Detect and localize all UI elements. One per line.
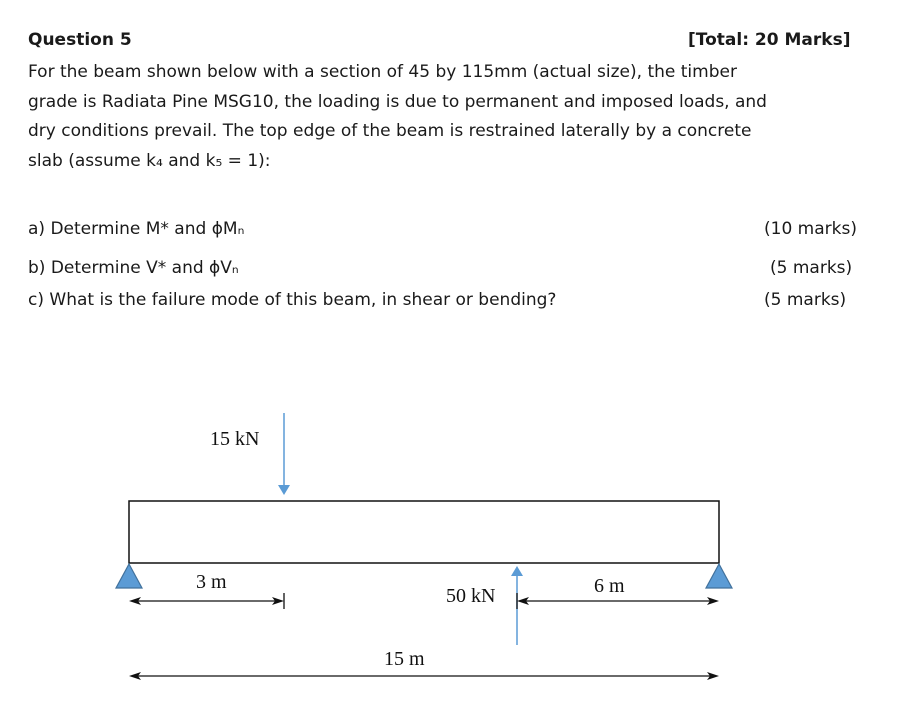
question-line: dry conditions prevail. The top edge of the beam is restrained laterally by a concrete	[28, 121, 752, 141]
total-marks: [Total: 20 Marks]	[688, 30, 851, 50]
part-c-marks: (5 marks)	[764, 290, 847, 310]
part-a-marks: (10 marks)	[764, 219, 857, 239]
question-line: grade is Radiata Pine MSG10, the loading is due to permanent and imposed loads, and	[28, 91, 767, 112]
dim-total-label: 15 m	[384, 648, 425, 670]
right-support	[706, 564, 732, 588]
part-a-text: a) Determine M* and ϕMₙ	[28, 219, 245, 239]
part-b-marks: (5 marks)	[770, 258, 853, 278]
left-support	[116, 564, 142, 588]
upward-load-arrowhead	[511, 566, 523, 576]
question-line: slab (assume k₄ and k₅ = 1):	[28, 150, 271, 171]
question-line: For the beam shown below with a section of 45 by 115mm (actual size), the timber	[28, 62, 737, 82]
beam	[129, 501, 719, 563]
point-load-arrowhead	[278, 485, 290, 495]
part-b-text: b) Determine V* and ϕVₙ	[28, 258, 239, 278]
part-c-text: c) What is the failure mode of this beam, in shear or bending?	[28, 290, 557, 310]
upward-load-label: 50 kN	[446, 585, 496, 607]
question-title: Question 5	[28, 30, 132, 50]
dim-right-label: 6 m	[594, 575, 625, 597]
point-load-label: 15 kN	[210, 428, 260, 450]
dim-left-label: 3 m	[196, 571, 227, 593]
